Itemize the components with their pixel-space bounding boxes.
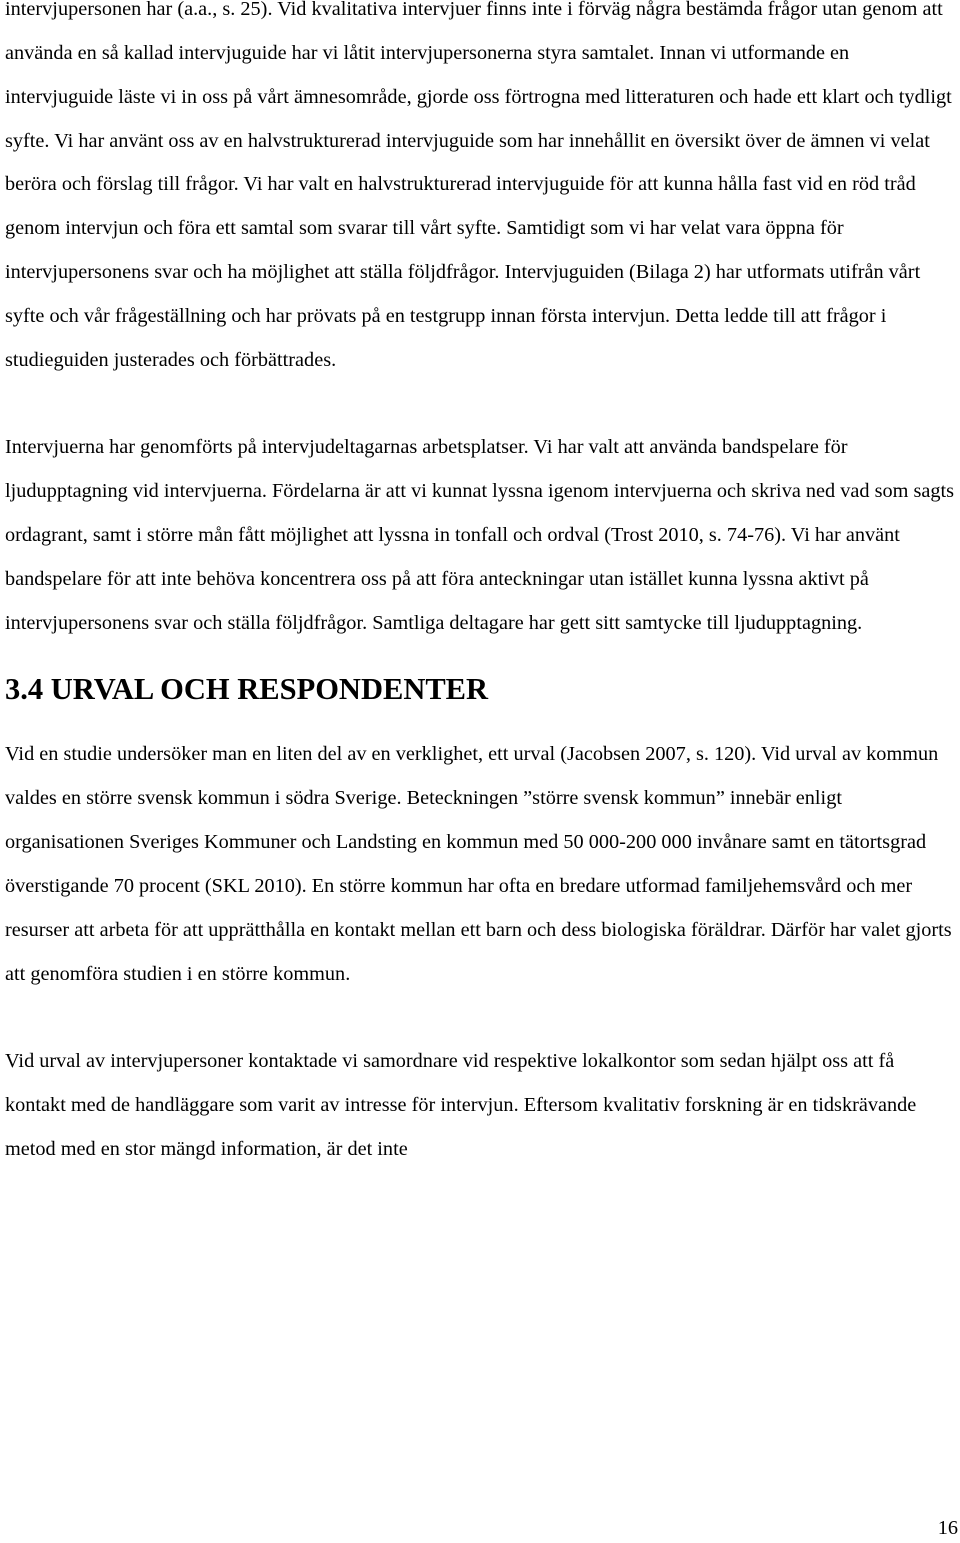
paragraph-spacer: [5, 996, 960, 1040]
paragraph-spacer: [5, 383, 960, 427]
paragraph-recording: Intervjuerna har genomförts på intervjudeltagarnas arbetsplatser. Vi har valt att använda bandspelare för ljudupptagning vid intervjuerna. Fördelarna är att vi kunnat lyssna igenom intervjuerna och skriva ned vad som sagts ordagrant, samt i större mån fått möjlighet att lyssna in tonfall och ordval (Trost 2010, s. 74-76). Vi har använt bandspelare för att inte behöva koncentrera oss på att föra anteckningar utan istället kunna lyssna aktivt på intervjupersonens svar och ställa följdfrågor. Samtliga deltagare har gett sitt samtycke till ljudupptagning.: [5, 436, 955, 634]
document-page: [5, 0, 960, 1172]
section-heading: 3.4 URVAL OCH RESPONDENTER: [5, 671, 489, 706]
paragraph-interview-guide: intervjupersonen har (a.a., s. 25). Vid kvalitativa intervjuer finns inte i förväg några bestämda frågor utan genom att använda en så kallad intervjuguide har vi låtit intervjupersonerna styra samtalet. Innan vi utformande en intervjuguide läste vi in oss på vårt ämnesområde, gjorde oss förtrogna med litteraturen och hade ett klart och tydligt syfte. Vi har använt oss av en halvstrukturerad intervjuguide som har innehållit en översikt över de ämnen vi velat beröra och förslag till frågor. Vi har valt en halvstrukturerad intervjuguide för att kunna hålla fast vid en röd tråd genom intervjun och föra ett samtal som svarar till vårt syfte. Samtidigt som vi har velat vara öppna för intervjupersonens svar och ha möjlighet att ställa följdfrågor. Intervjuguiden (Bilaga 2) har utformats utifrån vårt syfte och vår frågeställning och har prövats på en testgrupp innan första intervjun. Detta ledde till att frågor i studieguiden justerades och förbättrades.: [5, 0, 952, 371]
paragraph-interviewees: Vid urval av intervjupersoner kontaktade vi samordnare vid respektive lokalkontor som sedan hjälpt oss att få kontakt med de handläggare som varit av intresse för intervjun. Eftersom kvalitativ forskning är en tidskrävande metod med en stor mängd information, är det inte: [5, 1050, 917, 1160]
paragraph-selection: Vid en studie undersöker man en liten del av en verklighet, ett urval (Jacobsen 2007, s. 120). Vid urval av kommun valdes en större svensk kommun i södra Sverige. Beteckningen ”större svensk kommun” innebär enligt organisationen Sveriges Kommuner och Landsting en kommun med 50 000-200 000 invånare samt en tätortsgrad överstigande 70 procent (SKL 2010). En större kommun har ofta en bredare utformad familjehemsvård och mer resurser att arbeta för att upprätthålla en kontakt mellan ett barn och dess biologiska föräldrar. Därför har valet gjorts att genomföra studien i en större kommun.: [5, 743, 952, 985]
page-number: 16: [937, 1517, 958, 1539]
section-heading-block: [5, 646, 960, 734]
